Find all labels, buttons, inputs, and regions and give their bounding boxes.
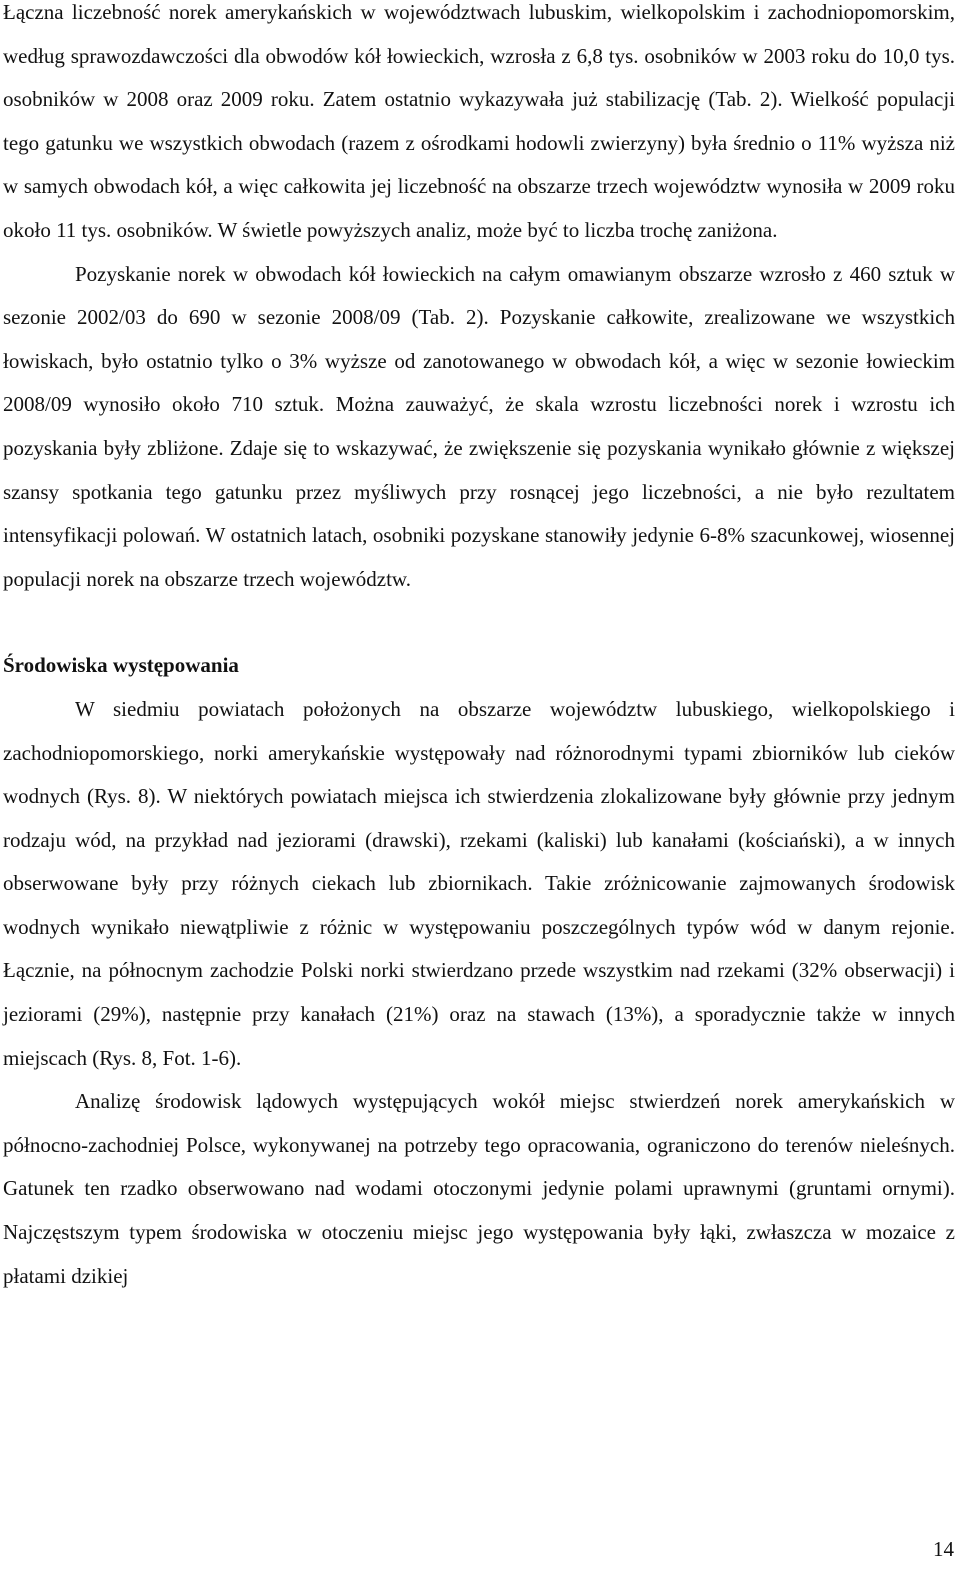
section-heading: Środowiska występowania [3, 653, 239, 678]
document-page [3, 0, 955, 1298]
paragraph-land-habitats: Analizę środowisk lądowych występujących wokół miejsc stwierdzeń norek amerykańskich w północno-zachodniej Polsce, wykonywanej na potrzeby tego opracowania, ograniczono do terenów nieleśnych. Gatunek ten rzadko obserwowano nad wodami otoczonymi jedynie polami uprawnymi (gruntami ornymi). Najczęstszym typem środowiska w otoczeniu miejsc jego występowania były łąki, zwłaszcza w mozaice z płatami dzikiej [3, 1089, 955, 1288]
page-number: 14 [933, 1537, 954, 1561]
paragraph-population: Łączna liczebność norek amerykańskich w województwach lubuskim, wielkopolskim i zachodniopomorskim, według sprawozdawczości dla obwodów kół łowieckich, wzrosła z 6,8 tys. osobników w 2003 roku do 10,0 tys. osobników w 2008 oraz 2009 roku. Zatem ostatnio wykazywała już stabilizację (Tab. 2). Wielkość populacji tego gatunku we wszystkich obwodach (razem z ośrodkami hodowli zwierzyny) była średnio o 11% wyższa niż w samych obwodach kół, a więc całkowita jej liczebność na obszarze trzech województw wynosiła w 2009 roku około 11 tys. osobników. W świetle powyższych analiz, może być to liczba trochę zaniżona. [3, 0, 955, 242]
paragraph-water-habitats: W siedmiu powiatach położonych na obszarze województw lubuskiego, wielkopolskiego i zachodniopomorskiego, norki amerykańskie występowały nad różnorodnymi typami zbiorników lub cieków wodnych (Rys. 8). W niektórych powiatach miejsca ich stwierdzenia zlokalizowane były głównie przy jednym rodzaju wód, na przykład nad jeziorami (drawski), rzekami (kaliski) lub kanałami (kościański), a w innych obserwowane były przy różnych ciekach lub zbiornikach. Takie zróżnicowanie zajmowanych środowisk wodnych wynikało niewątpliwie z różnic w występowaniu poszczególnych typów wód w danym rejonie. Łącznie, na północnym zachodzie Polski norki stwierdzano przede wszystkim nad rzekami (32% obserwacji) i jeziorami (29%), następnie przy kanałach (21%) oraz na stawach (13%), a sporadycznie także w innych miejscach (Rys. 8, Fot. 1-6). [3, 696, 955, 1070]
paragraph-harvest: Pozyskanie norek w obwodach kół łowieckich na całym omawianym obszarze wzrosło z 460 sztuk w sezonie 2002/03 do 690 w sezonie 2008/09 (Tab. 2). Pozyskanie całkowite, zrealizowane we wszystkich łowiskach, było ostatnio tylko o 3% wyższe od zanotowanego w obwodach kół, a więc w sezonie łowieckim 2008/09 wynosiło około 710 sztuk. Można zauważyć, że skala wzrostu liczebności norek i wzrostu ich pozyskania były zbliżone. Zdaje się to wskazywać, że zwiększenie się pozyskania wynikało głównie z większej szansy spotkania tego gatunku przez myśliwych przy rosnącej jego liczebności, a nie było rezultatem intensyfikacji polowań. W ostatnich latach, osobniki pozyskane stanowiły jedynie 6-8% szacunkowej, wiosennej populacji norek na obszarze trzech województw. [3, 261, 955, 591]
